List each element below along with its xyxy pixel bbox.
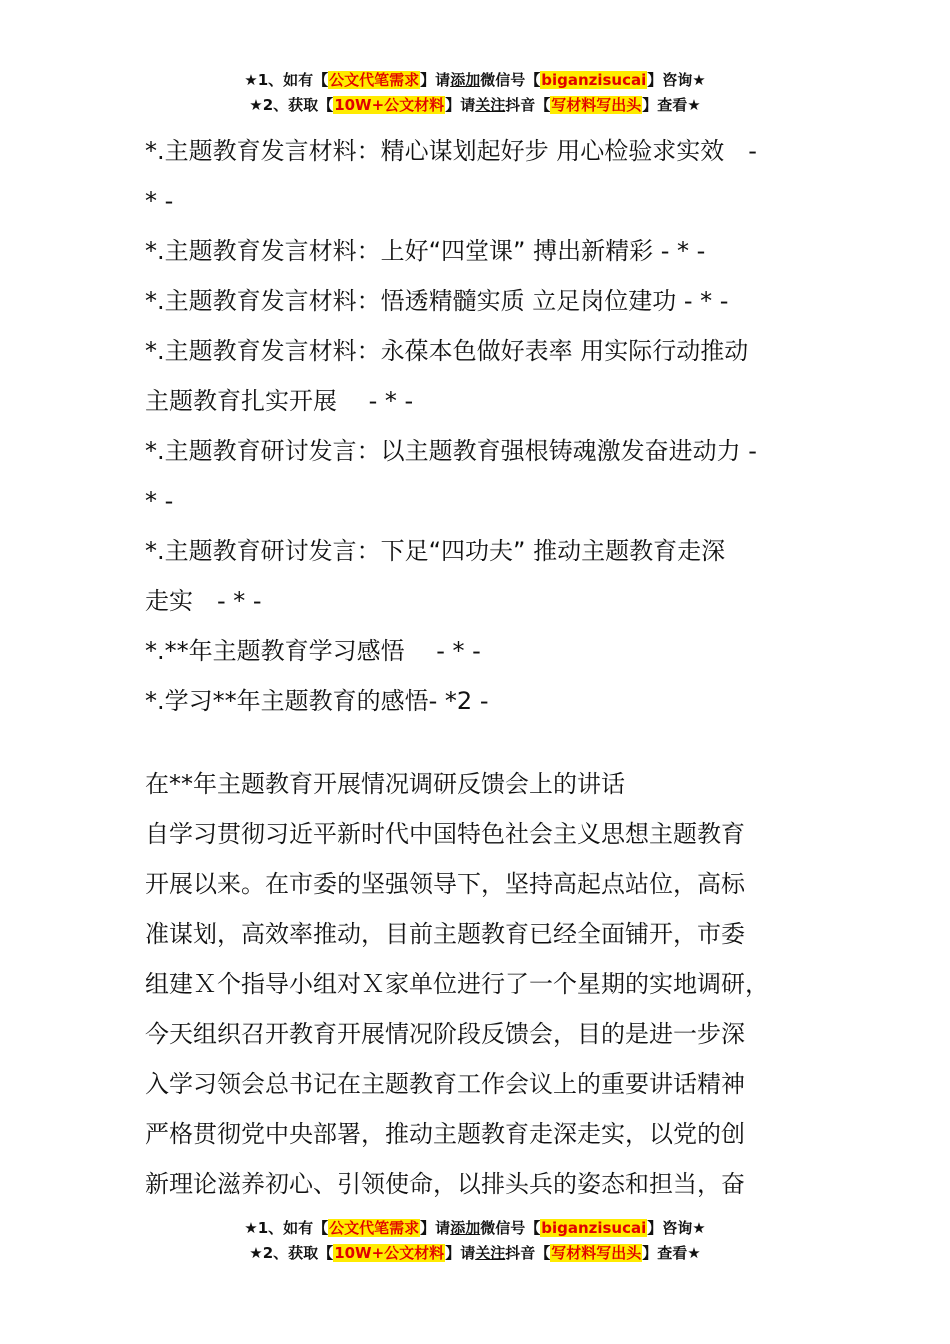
- document-body: [145, 126, 810, 1209]
- paragraph-line: 今天组织召开教育开展情况阶段反馈会，目的是进一步深: [145, 1020, 745, 1048]
- highlight-wechat-id: biganzisucai: [541, 71, 647, 89]
- toc-item: *.主题教育研讨发言：以主题教育强根铸魂激发奋进动力 -: [145, 437, 757, 465]
- highlight-materials: 10W+公文材料: [334, 96, 445, 114]
- paragraph-line: 严格贯彻党中央部署，推动主题教育走深走实，以党的创: [145, 1120, 745, 1148]
- paragraph-line: 入学习领会总书记在主题教育工作会议上的重要讲话精神: [145, 1070, 745, 1098]
- paragraph-line: 组建Ｘ个指导小组对Ｘ家单位进行了一个星期的实地调研，: [145, 970, 769, 998]
- highlight-materials: 10W+公文材料: [334, 1244, 445, 1262]
- highlight-service: 公文代笔需求: [329, 1219, 420, 1237]
- table-of-contents: [145, 126, 810, 726]
- toc-item: *.主题教育研讨发言：下足“四功夫” 推动主题教育走深: [145, 537, 726, 565]
- paragraph-line: 自学习贯彻习近平新时代中国特色社会主义思想主题教育: [145, 820, 745, 848]
- toc-item-continuation: * -: [145, 487, 174, 515]
- highlight-service: 公文代笔需求: [329, 71, 420, 89]
- article-title: 在**年主题教育开展情况调研反馈会上的讲话: [145, 770, 625, 798]
- paragraph-line: 新理论滋养初心、引领使命，以排头兵的姿态和担当，奋: [145, 1170, 745, 1198]
- highlight-wechat-id: biganzisucai: [541, 1219, 647, 1237]
- toc-item-continuation: 主题教育扎实开展 - * -: [145, 387, 414, 415]
- banner-line-1: ★1、如有【公文代笔需求】请添加微信号【biganzisucai】咨询★: [244, 71, 706, 89]
- header-banner: [0, 68, 950, 118]
- article-paragraph: [145, 809, 810, 1209]
- banner-line-1: ★1、如有【公文代笔需求】请添加微信号【biganzisucai】咨询★: [244, 1219, 706, 1237]
- banner-line-2: ★2、获取【10W+公文材料】请关注抖音【写材料写出头】查看★: [249, 1244, 701, 1262]
- toc-item: *.主题教育发言材料：永葆本色做好表率 用实际行动推动: [145, 337, 749, 365]
- highlight-douyin: 写材料写出头: [551, 1244, 642, 1262]
- toc-item-continuation: * -: [145, 187, 174, 215]
- toc-item: *.学习**年主题教育的感悟- *2 -: [145, 687, 489, 715]
- toc-item: *.主题教育发言材料：上好“四堂课” 搏出新精彩 - * -: [145, 237, 706, 265]
- toc-item-continuation: 走实 - * -: [145, 587, 262, 615]
- paragraph-line: 准谋划，高效率推动，目前主题教育已经全面铺开，市委: [145, 920, 745, 948]
- footer-banner: [0, 1216, 950, 1266]
- highlight-douyin: 写材料写出头: [551, 96, 642, 114]
- banner-line-2: ★2、获取【10W+公文材料】请关注抖音【写材料写出头】查看★: [249, 96, 701, 114]
- toc-item: *.**年主题教育学习感悟 - * -: [145, 637, 481, 665]
- toc-item: *.主题教育发言材料：精心谋划起好步 用心检验求实效 -: [145, 137, 757, 165]
- paragraph-line: 开展以来。在市委的坚强领导下，坚持高起点站位，高标: [145, 870, 745, 898]
- toc-item: *.主题教育发言材料：悟透精髓实质 立足岗位建功 - * -: [145, 287, 729, 315]
